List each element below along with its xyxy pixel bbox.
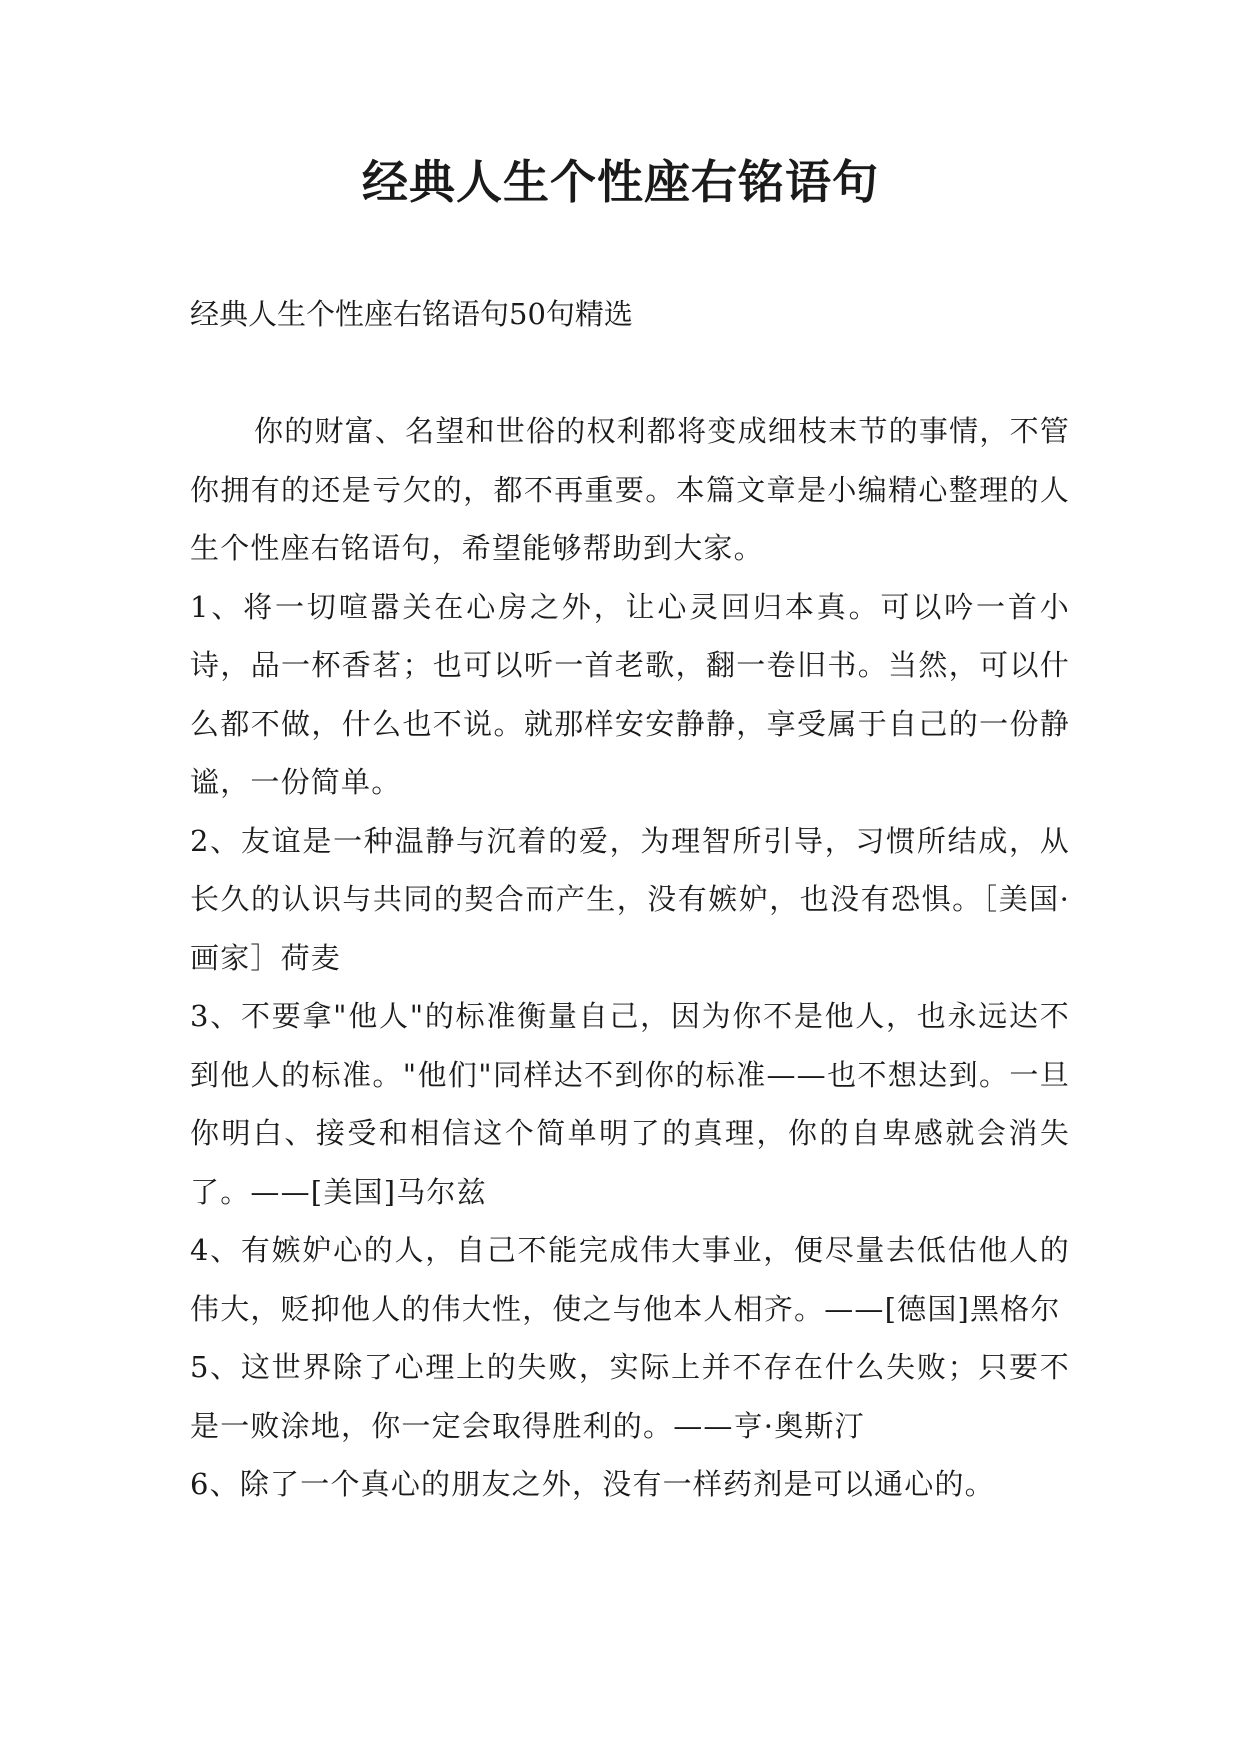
quote-item-4: 4、有嫉妒心的人，自己不能完成伟大事业，便尽量去低估他人的伟大，贬抑他人的伟大性，使之与他本人相齐。——[德国]黑格尔 xyxy=(190,1233,1070,1326)
quote-item-2: 2、友谊是一种温静与沉着的爱，为理智所引导，习惯所结成，从长久的认识与共同的契合而产生，没有嫉妒，也没有恐惧。［美国·画家］荷麦 xyxy=(190,823,1070,975)
document-subtitle: 经典人生个性座右铭语句50句精选 xyxy=(190,297,633,331)
document-body xyxy=(190,402,1070,1514)
quote-item-5: 5、这世界除了心理上的失败，实际上并不存在什么失败；只要不是一败涂地，你一定会取得胜利的。——亨·奥斯汀 xyxy=(190,1350,1070,1443)
quote-item-3: 3、不要拿"他人"的标准衡量自己，因为你不是他人，也永远达不到他人的标准。"他们"同样达不到你的标准——也不想达到。一旦你明白、接受和相信这个简单明了的真理，你的自卑感就会消失了。——[美国]马尔兹 xyxy=(190,999,1070,1209)
quote-item-1: 1、将一切喧嚣关在心房之外，让心灵回归本真。可以吟一首小诗，品一杯香茗；也可以听一首老歌，翻一卷旧书。当然，可以什么都不做，什么也不说。就那样安安静静，享受属于自己的一份静谧，一份简单。 xyxy=(190,589,1070,799)
document-title: 经典人生个性座右铭语句 xyxy=(362,155,879,209)
quote-item-6: 6、除了一个真心的朋友之外，没有一样药剂是可以通心的。 xyxy=(190,1467,995,1501)
intro-paragraph: 你的财富、名望和世俗的权利都将变成细枝末节的事情，不管你拥有的还是亏欠的，都不再重要。本篇文章是小编精心整理的人生个性座右铭语句，希望能够帮助到大家。 xyxy=(190,414,1070,565)
